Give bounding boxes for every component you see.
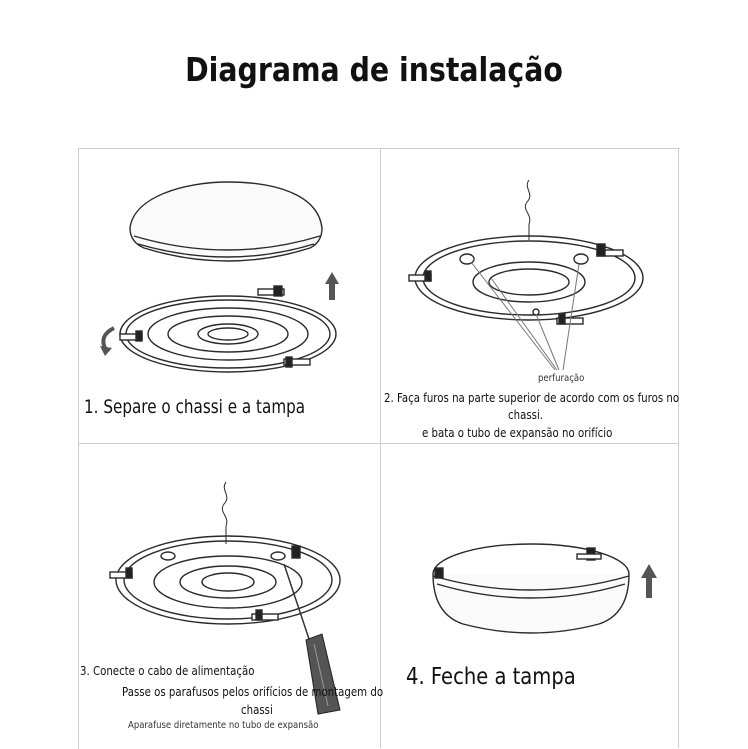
- chassis-rings: [116, 536, 340, 624]
- step4-illustration: [381, 444, 679, 748]
- step3-caption-line3: chassi: [241, 703, 273, 717]
- chassis-clips: [435, 548, 601, 578]
- step3-caption-line1: 3. Conecte o cabo de alimentação: [80, 664, 255, 678]
- step2-caption-line1: 2. Faça furos na parte superior de acordo com os furos no: [384, 391, 680, 405]
- step3-caption-line4: Aparafuse diretamente no tubo de expansão: [128, 720, 319, 731]
- rotate-arrow-icon: [100, 328, 114, 356]
- drill-label: perfuração: [538, 373, 585, 384]
- step4-caption: 4. Feche a tampa: [406, 664, 576, 690]
- up-arrow-icon: [641, 564, 657, 598]
- diagram-title: Diagrama de instalação: [185, 50, 563, 89]
- lamp-cover: [130, 182, 322, 261]
- step3-illustration: [78, 444, 380, 748]
- step3-caption-line2: Passe os parafusos pelos orifícios de montagem do: [122, 685, 384, 699]
- step2-caption-line3: e bata o tubo de expansão no orifício: [422, 426, 613, 440]
- cable-icon: [222, 482, 227, 544]
- cable-icon: [525, 180, 530, 240]
- up-arrow-icon: [325, 272, 339, 300]
- chassis-rings: [415, 236, 643, 320]
- step1-caption: 1. Separe o chassi e a tampa: [84, 396, 306, 418]
- step2-caption-line2: chassi.: [508, 408, 544, 422]
